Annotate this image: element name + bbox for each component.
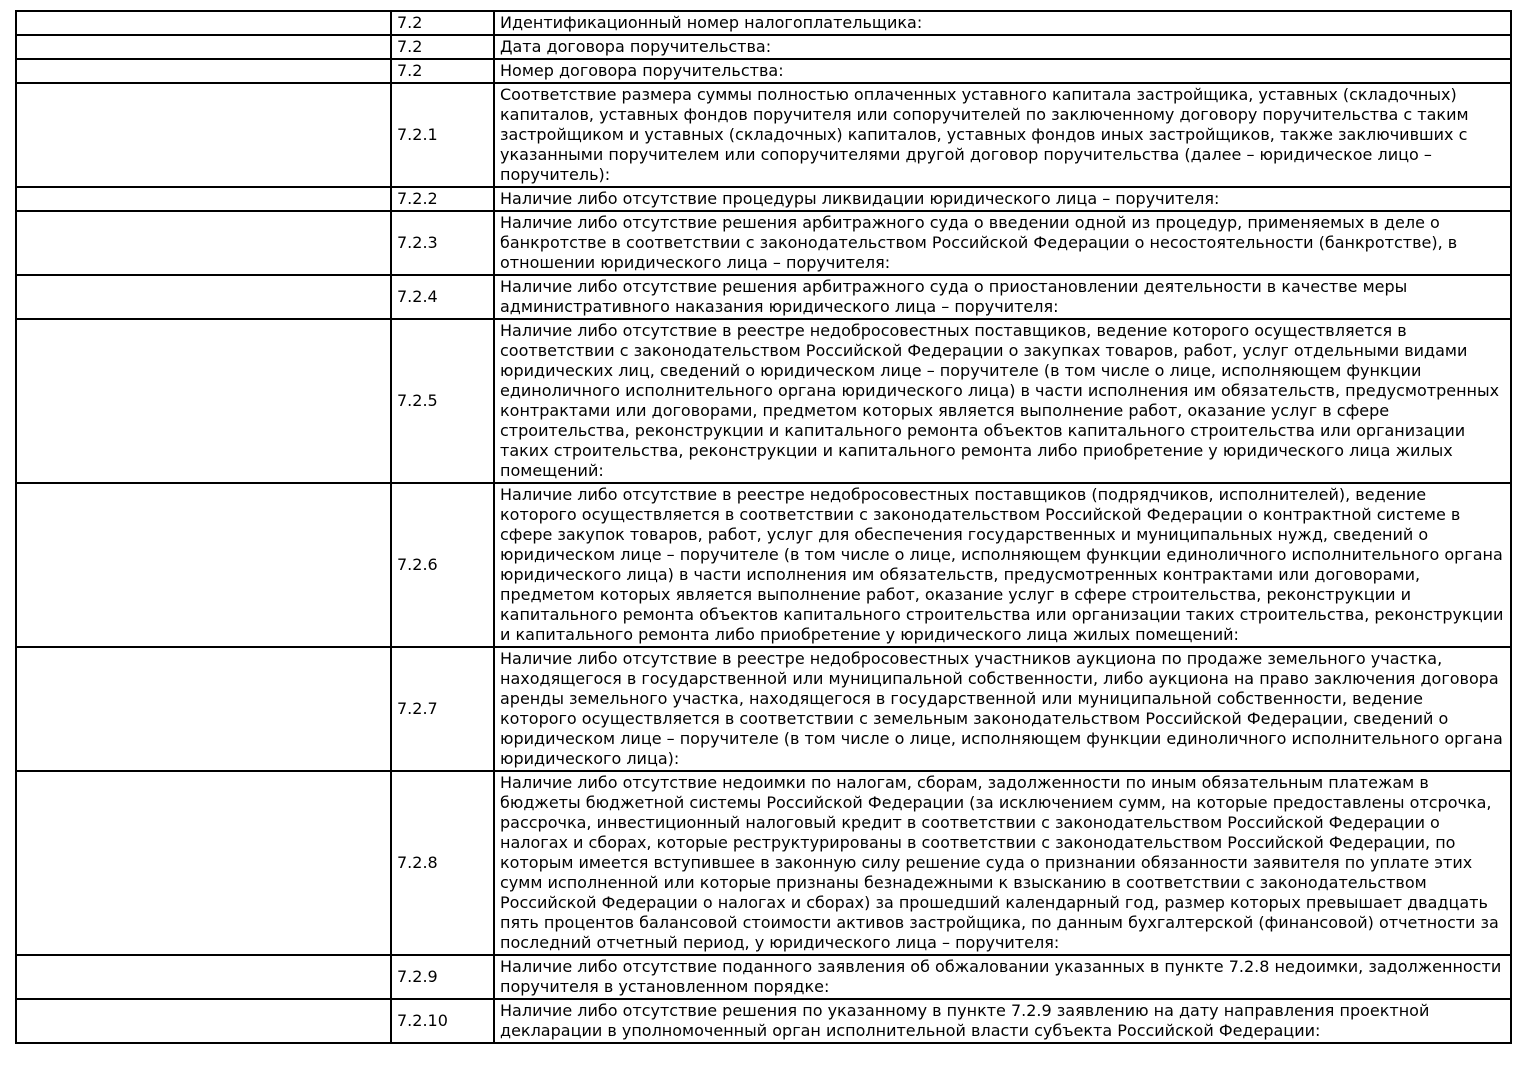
empty-value-cell: [16, 187, 391, 211]
empty-value-cell: [16, 275, 391, 319]
item-text: Идентификационный номер налогоплательщика:: [494, 11, 1511, 35]
empty-value-cell: [16, 771, 391, 955]
table-row: [16, 211, 1511, 275]
empty-value-cell: [16, 955, 391, 999]
table-row: [16, 771, 1511, 955]
table-row: [16, 955, 1511, 999]
item-number: 7.2.6: [391, 483, 494, 647]
item-text: Наличие либо отсутствие в реестре недобросовестных поставщиков, ведение которого осуществляется в соответствии с законодательством Российской Федерации о закупках товаров, работ, услуг отдельными видами юридических лиц, сведений о юридическом лице – поручителе (в том числе о лице, исполняющем функции единоличного исполнительного органа юридического лица) в части исполнения им обязательств, предусмотренных контрактами или договорами, предметом которых является выполнение работ, оказание услуг в сфере строительства, реконструкции и капитального ремонта объектов капитального строительства или организации таких строительства, реконструкции и капитального ремонта либо приобретение у юридического лица жилых помещений:: [494, 319, 1511, 483]
item-text: Дата договора поручительства:: [494, 35, 1511, 59]
empty-value-cell: [16, 483, 391, 647]
table-row: [16, 647, 1511, 771]
item-number: 7.2.3: [391, 211, 494, 275]
item-number: 7.2: [391, 35, 494, 59]
item-text: Наличие либо отсутствие решения арбитражного суда о введении одной из процедур, применяемых в деле о банкротстве в соответствии с законодательством Российской Федерации о несостоятельности (банкротстве), в отношении юридического лица – поручителя:: [494, 211, 1511, 275]
empty-value-cell: [16, 11, 391, 35]
empty-value-cell: [16, 211, 391, 275]
table-row: [16, 275, 1511, 319]
empty-value-cell: [16, 59, 391, 83]
item-number: 7.2.7: [391, 647, 494, 771]
item-number: 7.2: [391, 11, 494, 35]
item-text: Номер договора поручительства:: [494, 59, 1511, 83]
item-text: Наличие либо отсутствие недоимки по налогам, сборам, задолженности по иным обязательным платежам в бюджеты бюджетной системы Российской Федерации (за исключением сумм, на которые предоставлены отсрочка, рассрочка, инвестиционный налоговый кредит в соответствии с законодательством Российской Федерации о налогах и сборах, которые реструктурированы в соответствии с законодательством Российской Федерации, по которым имеется вступившее в законную силу решение суда о признании обязанности заявителя по уплате этих сумм исполненной или которые признаны безнадежными к взысканию в соответствии с законодательством Российской Федерации о налогах и сборах) за прошедший календарный год, размер которых превышает двадцать пять процентов балансовой стоимости активов застройщика, по данным бухгалтерской (финансовой) отчетности за последний отчетный период, у юридического лица – поручителя:: [494, 771, 1511, 955]
item-text: Наличие либо отсутствие в реестре недобросовестных участников аукциона по продаже земельного участка, находящегося в государственной или муниципальной собственности, либо аукциона на право заключения договора аренды земельного участка, находящегося в государственной или муниципальной собственности, ведение которого осуществляется в соответствии с земельным законодательством Российской Федерации, сведений о юридическом лице – поручителе (в том числе о лице, исполняющем функции единоличного исполнительного органа юридического лица):: [494, 647, 1511, 771]
item-number: 7.2.1: [391, 83, 494, 187]
empty-value-cell: [16, 83, 391, 187]
table-row: [16, 83, 1511, 187]
table-row: [16, 11, 1511, 35]
item-text: Наличие либо отсутствие в реестре недобросовестных поставщиков (подрядчиков, исполнителей), ведение которого осуществляется в соответствии с законодательством Российской Федерации о контрактной системе в сфере закупок товаров, работ, услуг для обеспечения государственных и муниципальных нужд, сведений о юридическом лице – поручителе (в том числе о лице, исполняющем функции единоличного исполнительного органа юридического лица) в части исполнения им обязательств, предусмотренных контрактами или договорами, предметом которых является выполнение работ, оказание услуг в сфере строительства, реконструкции и капитального ремонта объектов капитального строительства или организации таких строительства, реконструкции и капитального ремонта либо приобретение у юридического лица жилых помещений:: [494, 483, 1511, 647]
table-row: [16, 319, 1511, 483]
empty-value-cell: [16, 999, 391, 1043]
item-number: 7.2.8: [391, 771, 494, 955]
document-page: [15, 10, 1512, 1044]
table-row: [16, 35, 1511, 59]
item-text: Соответствие размера суммы полностью оплаченных уставного капитала застройщика, уставных (складочных) капиталов, уставных фондов поручителя или сопоручителей по заключенному договору поручительства с таким застройщиком и уставных (складочных) капиталов, уставных фондов иных застройщиков, также заключивших с указанными поручителем или сопоручителями другой договор поручительства (далее – юридическое лицо – поручитель):: [494, 83, 1511, 187]
item-text: Наличие либо отсутствие поданного заявления об обжаловании указанных в пункте 7.2.8 недоимки, задолженности поручителя в установленном порядке:: [494, 955, 1511, 999]
item-number: 7.2.9: [391, 955, 494, 999]
item-text: Наличие либо отсутствие процедуры ликвидации юридического лица – поручителя:: [494, 187, 1511, 211]
item-number: 7.2.10: [391, 999, 494, 1043]
empty-value-cell: [16, 319, 391, 483]
table-row: [16, 187, 1511, 211]
item-number: 7.2.2: [391, 187, 494, 211]
empty-value-cell: [16, 35, 391, 59]
table-row: [16, 59, 1511, 83]
item-text: Наличие либо отсутствие решения по указанному в пункте 7.2.9 заявлению на дату направления проектной декларации в уполномоченный орган исполнительной власти субъекта Российской Федерации:: [494, 999, 1511, 1043]
item-text: Наличие либо отсутствие решения арбитражного суда о приостановлении деятельности в качестве меры административного наказания юридического лица – поручителя:: [494, 275, 1511, 319]
item-number: 7.2.5: [391, 319, 494, 483]
table-row: [16, 483, 1511, 647]
empty-value-cell: [16, 647, 391, 771]
item-number: 7.2.4: [391, 275, 494, 319]
table-row: [16, 999, 1511, 1043]
item-number: 7.2: [391, 59, 494, 83]
requirements-table: [15, 10, 1512, 1044]
